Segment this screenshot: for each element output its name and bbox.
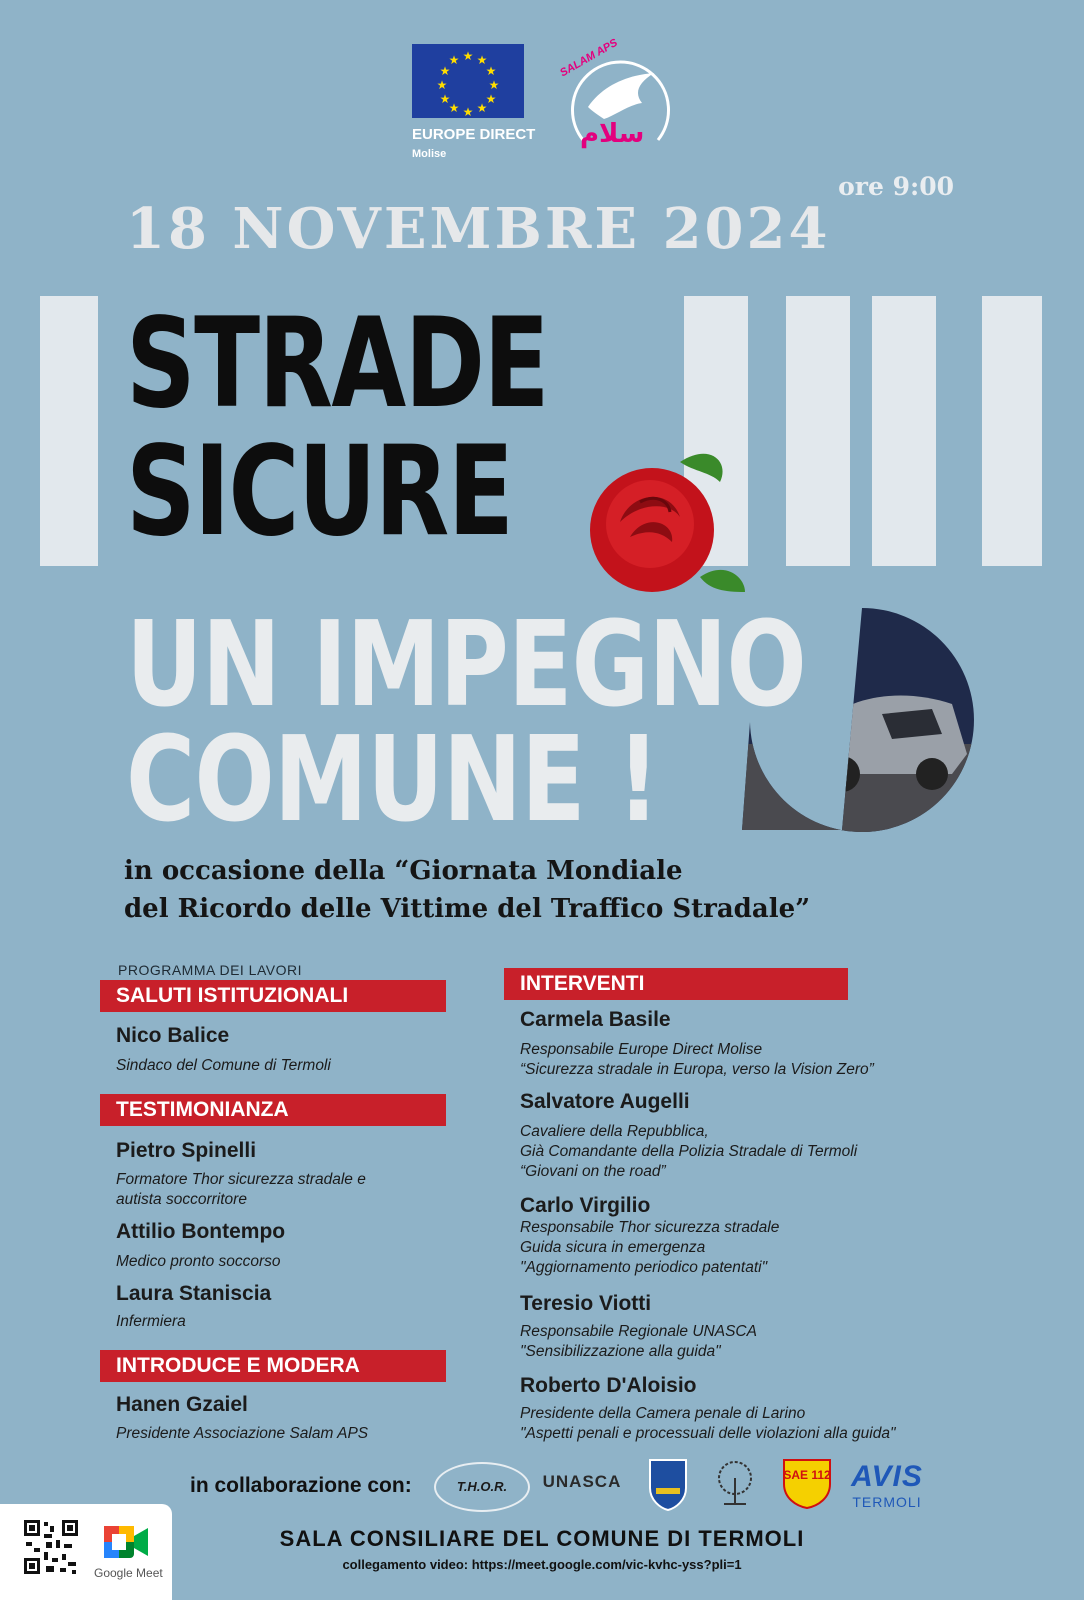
speaker-role: Presidente della Camera penale di Larino [520,1405,806,1422]
video-link[interactable]: collegamento video: https://meet.google.com/vic-kvhc-yss?pli=1 [342,1557,742,1572]
speaker-role: Medico pronto soccorso [116,1253,281,1270]
speaker-role: Responsabile Regionale UNASCA [520,1323,757,1340]
collaboration-label: in collaborazione con: [190,1474,412,1497]
speaker-role: Responsabile Europe Direct Molise [520,1041,763,1058]
shield-icon [648,1458,688,1512]
title-line-comune: COMUNE ! [126,710,660,848]
salam-top-text: SALAM APS [558,36,620,80]
speaker-name: Carmela Basile [520,1008,671,1031]
speaker-role: Formatore Thor sicurezza stradale e [116,1171,366,1188]
qr-meet-panel [0,1504,172,1600]
svg-text:★: ★ [439,92,451,106]
speaker-name: Attilio Bontempo [116,1220,286,1243]
svg-text:★: ★ [439,64,451,78]
speaker-role: Guida sicura in emergenza [520,1239,706,1256]
title-line-sicure: SICURE [126,420,513,564]
speaker-role: “Giovani on the road” [520,1163,666,1180]
speaker-role: Presidente Associazione Salam APS [116,1425,369,1442]
partner-avis-logo: AVIS [851,1460,923,1493]
speaker-role: autista soccorritore [116,1191,247,1208]
eu-flag-icon [412,44,524,118]
speaker-name: Pietro Spinelli [116,1139,257,1162]
speaker-name: Hanen Gzaiel [116,1393,248,1416]
speaker-role: "Sensibilizzazione alla guida" [520,1343,721,1360]
svg-text:★: ★ [485,64,497,78]
svg-text:★: ★ [476,53,488,67]
speaker-role: "Aspetti penali e processuali delle violazioni alla guida" [520,1425,896,1442]
google-meet-label: Google Meet [94,1566,163,1580]
crash-photo [742,604,982,834]
crosswalk-stripe [40,296,98,566]
occasion-line-2: del Ricordo delle Vittime del Traffico Stradale” [124,894,811,924]
partner-sae112-logo [782,1458,832,1510]
svg-text:★: ★ [476,101,488,115]
partner-unasca-logo: UNASCA [542,1472,622,1491]
salam-arabic-text: سلام [580,119,645,149]
speaker-name: Laura Staniscia [116,1282,272,1305]
partner-avis-city: TERMOLI [852,1494,922,1510]
speaker-name: Teresio Viotti [520,1292,652,1315]
svg-text:★: ★ [448,53,460,67]
dove-icon [588,73,654,119]
section-saluti-istituzionali: SALUTI ISTITUZIONALI [100,980,446,1012]
speaker-role: "Aggiornamento periodico patentati" [520,1259,768,1276]
crosswalk-stripe [786,296,850,566]
crosswalk-stripe [872,296,936,566]
venue-text: SALA CONSILIARE DEL COMUNE DI TERMOLI [279,1526,805,1551]
eu-logo-title: EUROPE DIRECT [412,126,536,143]
tree-logo-icon [704,1458,766,1512]
speaker-role: Già Comandante della Polizia Stradale di Termoli [520,1143,858,1160]
speaker-role: Infermiera [116,1313,186,1330]
section-interventi: INTERVENTI [504,968,848,1000]
crosswalk-stripe [982,296,1042,566]
speaker-name: Carlo Virgilio [520,1194,651,1217]
speaker-role: “Sicurezza stradale in Europa, verso la Vision Zero” [520,1061,874,1078]
speaker-name: Nico Balice [116,1024,230,1047]
speaker-role: Sindaco del Comune di Termoli [116,1057,331,1074]
speaker-name: Salvatore Augelli [520,1090,690,1113]
eu-logo-subtitle: Molise [412,148,447,160]
sae112-label: SAE 112 [783,1468,831,1482]
speaker-role: Cavaliere della Repubblica, [520,1123,709,1140]
svg-text:★: ★ [485,92,497,106]
title-line-strade: STRADE [126,292,548,436]
partner-thor-logo: T.H.O.R. [434,1462,530,1512]
speaker-role: Responsabile Thor sicurezza stradale [520,1219,780,1236]
rose-image [560,442,760,612]
svg-text:★: ★ [462,49,474,63]
speaker-name: Roberto D'Aloisio [520,1374,697,1397]
svg-text:★: ★ [448,101,460,115]
salam-logo [558,36,676,163]
event-date: 18 NOVEMBRE 2024 [126,196,831,262]
program-heading: PROGRAMMA DEI LAVORI [118,962,302,978]
section-introduce-e-modera: INTRODUCE E MODERA [100,1350,446,1382]
section-testimonianza: TESTIMONIANZA [100,1094,446,1126]
occasion-line-1: in occasione della “Giornata Mondiale [124,856,683,886]
svg-text:★: ★ [462,105,474,118]
event-time: ore 9:00 [838,172,954,201]
svg-text:★: ★ [436,78,448,92]
svg-text:★: ★ [488,78,500,92]
title-line-impegno: UN IMPEGNO [126,595,806,733]
